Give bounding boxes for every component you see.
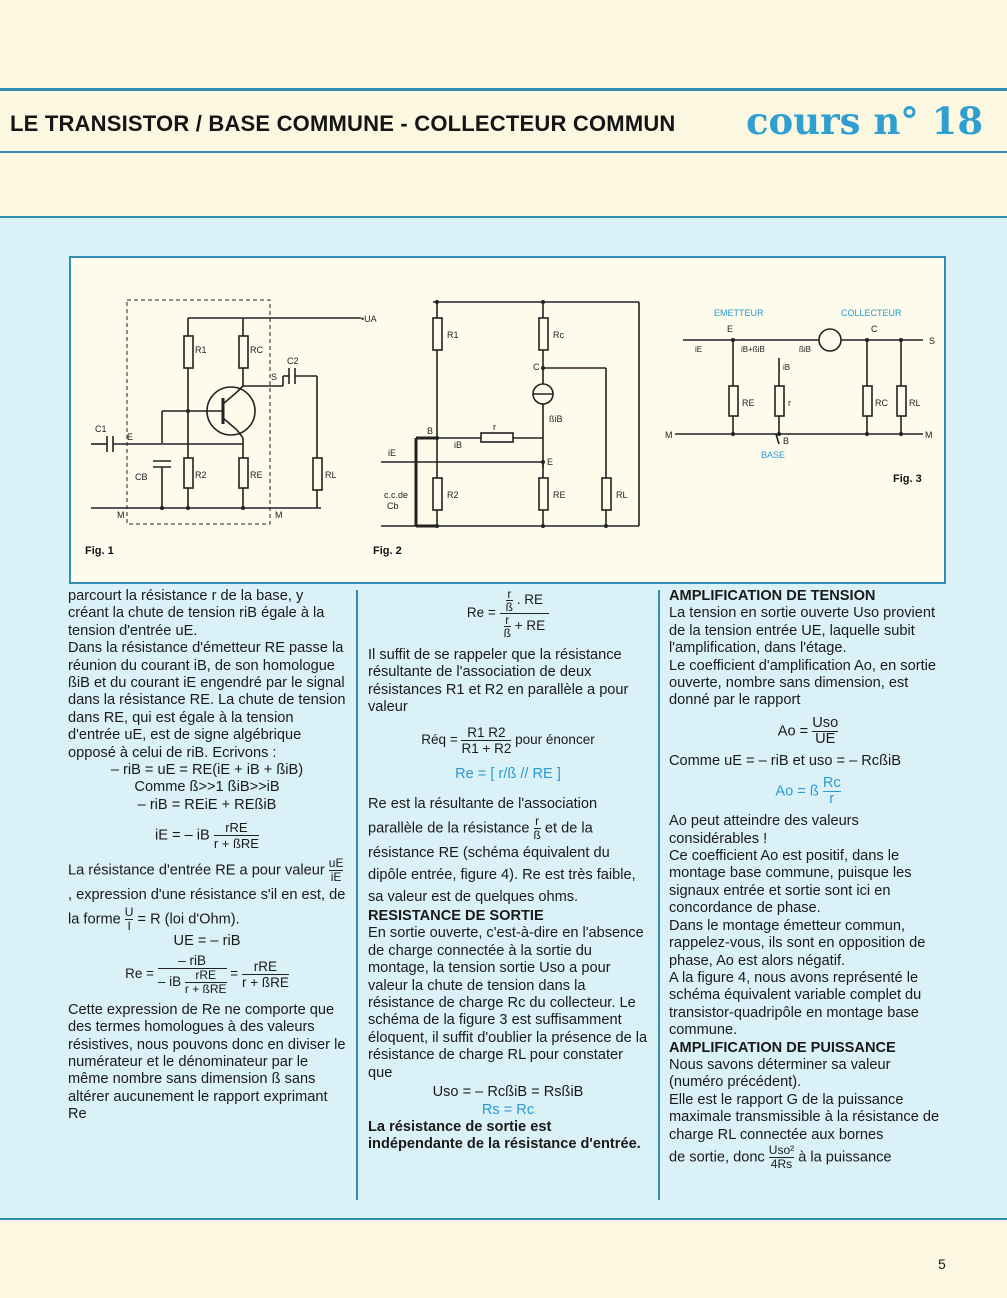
fig1-ua-label: •UA bbox=[361, 314, 377, 324]
fig3-rc-label: RC bbox=[875, 398, 888, 408]
fig3-collecteur-label: COLLECTEUR bbox=[841, 308, 902, 318]
fraction-numerator: R1 R2 bbox=[461, 725, 511, 741]
fig3-ib-label: iB bbox=[783, 363, 791, 372]
fraction-numerator: Uso² bbox=[768, 1142, 795, 1157]
equation-highlight: Rs = Rc bbox=[481, 1101, 535, 1118]
equation-lhs: Ao = ß bbox=[775, 783, 819, 800]
fig2-rl-label: RL bbox=[616, 490, 628, 500]
page-header bbox=[0, 88, 1007, 153]
fig1-e-label: E bbox=[127, 432, 134, 442]
fig3-c-label: C bbox=[871, 324, 878, 334]
column-rule-1 bbox=[356, 590, 358, 1200]
fig3-emetteur-label: EMETTEUR bbox=[714, 308, 764, 318]
fig2-cb-label: Cb bbox=[387, 501, 399, 511]
figures-panel bbox=[69, 256, 946, 584]
fig2-ie-label: iE bbox=[388, 448, 397, 458]
equation-lhs: Réq = bbox=[421, 731, 458, 747]
equation-lhs: Re = bbox=[125, 965, 155, 981]
paragraph: parcourt la résistance r de la base, y créant la chute de tension riB égale à la tension d'entrée uE. bbox=[68, 588, 325, 639]
fig1-s-label: S bbox=[271, 372, 278, 382]
equation-req bbox=[368, 725, 648, 756]
fraction-denominator: I bbox=[127, 919, 131, 934]
paragraph: et de la résistance RE (schéma équivalent du dipôle entrée, figure 4). Re est très faible, sa valeur est de quelques ohms. bbox=[368, 820, 636, 906]
fraction-denominator: iE bbox=[330, 870, 342, 885]
equation-re bbox=[68, 953, 346, 996]
fraction-denominator: R1 + R2 bbox=[461, 740, 512, 756]
fig2-r2-label: R2 bbox=[447, 490, 459, 500]
fraction-denominator: ß bbox=[505, 600, 513, 614]
fig3-r-label: r bbox=[788, 398, 791, 408]
paragraph: Nous savons déterminer sa valeur (numéro précédent). bbox=[669, 1056, 891, 1091]
fig1-r1-label: R1 bbox=[195, 345, 207, 355]
equation: UE = – riB bbox=[173, 933, 241, 950]
fig1-rc-label: RC bbox=[250, 345, 263, 355]
paragraph: à la puissance bbox=[798, 1149, 892, 1166]
fraction-denominator: ß bbox=[503, 626, 511, 640]
fig2-bib-label: ßiB bbox=[549, 414, 563, 424]
paragraph: de sortie, donc bbox=[669, 1149, 765, 1166]
fig3-ie-label: iE bbox=[695, 345, 703, 354]
paragraph: Ao peut atteindre des valeurs considérables ! bbox=[669, 813, 859, 847]
equation-fraction bbox=[68, 820, 346, 851]
fraction-numerator: rRE bbox=[214, 820, 259, 836]
paragraph: Re est la résultante de l'association parallèle de la résistance bbox=[368, 796, 598, 837]
equation-lhs: Ao = bbox=[777, 723, 809, 740]
paragraph: Dans la résistance d'émetteur RE passe la réunion du courant iB, de son homologue ßiB et du courant iE engendré par le signal dans la résistance RE. La chute de tension dans RE, qui est égale à la tension d'entrée uE, est de signe algébrique opposé à celui de riB. Ecrivons : bbox=[68, 640, 346, 761]
text-column-3 bbox=[669, 588, 947, 1171]
fraction-numerator: r bbox=[507, 587, 512, 601]
fig2-c-label: C bbox=[533, 362, 540, 372]
paragraph: Ce coefficient Ao est positif, dans le montage base commune, puisque les signaux entrée et sortie sont ici en concordance de phase. bbox=[669, 848, 912, 917]
fig1-rl-label: RL bbox=[325, 470, 337, 480]
fraction-numerator: r bbox=[505, 613, 510, 627]
section-heading: AMPLIFICATION DE TENSION bbox=[669, 588, 876, 604]
paragraph: Comme uE = – riB et uso = – RcßiB bbox=[669, 752, 901, 769]
fraction-numerator: uE bbox=[328, 856, 344, 871]
paragraph: = R (loi d'Ohm). bbox=[137, 911, 240, 928]
equation: Comme ß>>1 ßiB>>iB bbox=[134, 779, 280, 796]
equation-tail: pour énoncer bbox=[515, 731, 595, 747]
paragraph: Le coefficient d'amplification Ao, en sortie ouverte, nombre sans dimension, est donné par le rapport bbox=[669, 657, 936, 709]
fraction-numerator: rRE bbox=[185, 969, 227, 983]
equation-re-beta bbox=[368, 588, 648, 639]
fig2-rc-label: Rc bbox=[553, 330, 564, 340]
figures-svg bbox=[71, 258, 944, 582]
fig3-m-left: M bbox=[665, 430, 673, 440]
fraction-numerator: – riB bbox=[158, 953, 227, 969]
fraction-denominator: r + ßRE bbox=[213, 836, 259, 852]
bold-conclusion: La résistance de sortie est indépendante de la résistance d'entrée. bbox=[368, 1118, 641, 1153]
equation-ao bbox=[669, 716, 947, 747]
fraction-numerator: r bbox=[535, 814, 540, 829]
fig1-cb-label: CB bbox=[135, 472, 148, 482]
paragraph: Cette expression de Re ne comporte que des termes homologues à des valeurs résistives, nous pouvons donc en diviser le numérateur et le dénominateur par le même nombre sans dimension ß sans altérer aucunement le rapport exprimant Re bbox=[68, 1001, 346, 1123]
equation: Uso = – RcßiB = RsßiB bbox=[432, 1084, 584, 1101]
fraction-denominator: r bbox=[829, 791, 835, 808]
paragraph: La tension en sortie ouverte Uso provient de la tension entrée UE, laquelle subit l'amplification, dans l'étage. bbox=[669, 605, 936, 657]
equation-ao-highlight bbox=[669, 776, 947, 807]
fraction-denominator: r + ßRE bbox=[184, 981, 227, 996]
fraction-denominator: UE bbox=[815, 730, 836, 747]
fraction-numerator: Rc bbox=[822, 775, 841, 792]
fig3-rl-label: RL bbox=[909, 398, 921, 408]
text-column-2 bbox=[368, 588, 648, 1154]
fraction-tail: . RE bbox=[516, 592, 544, 608]
fraction-denominator: 4Rs bbox=[770, 1156, 793, 1171]
fig2-b-label: B bbox=[427, 426, 434, 436]
fraction-denominator: r + ßRE bbox=[241, 974, 289, 990]
course-number: cours n° 18 bbox=[746, 99, 984, 143]
equation-lhs: Re = bbox=[466, 605, 496, 621]
equals-sign: = bbox=[230, 965, 239, 981]
fig3-base-label: BASE bbox=[761, 450, 786, 460]
paragraph: Dans le montage émetteur commun, rappelez-vous, ils sont en opposition de phase, Ao est alors négatif. bbox=[669, 917, 926, 969]
section-heading: RESISTANCE DE SORTIE bbox=[368, 908, 544, 925]
equation: – riB = uE = RE(iE + iB + ßiB) bbox=[110, 762, 304, 779]
fig1-m-left: M bbox=[117, 510, 125, 520]
fraction-numerator: rRE bbox=[242, 959, 289, 975]
paragraph: A la figure 4, nous avons représenté le schéma équivalent variable complet du transistor-quadripôle en montage base commune. bbox=[669, 969, 922, 1039]
fig2-ccde-label: c.c.de bbox=[384, 490, 409, 500]
top-margin bbox=[0, 0, 1007, 88]
fig2-r1-label: R1 bbox=[447, 330, 459, 340]
paragraph: , expression d'une résistance s'il en est, de la forme bbox=[68, 887, 346, 928]
fig1-caption: Fig. 1 bbox=[85, 545, 114, 557]
page-title: LE TRANSISTOR / BASE COMMUNE - COLLECTEUR COMMUN bbox=[10, 111, 676, 136]
paragraph: En sortie ouverte, c'est-à-dire en l'absence de charge connectée à la sortie du montage, la tension sortie Uso a pour valeur la chute de tension dans la résistance de charge Rc du collecteur. Le schéma de la figure 3 est suffisamment éloquent, il suffit d'oublier la présence de la résistance de charge RL pour constater que bbox=[368, 925, 648, 1081]
fig1-r2-label: R2 bbox=[195, 470, 207, 480]
fig3-caption: Fig. 3 bbox=[893, 473, 922, 485]
equation-lhs: iE = – iB bbox=[155, 827, 210, 844]
fig3-re-label: RE bbox=[742, 398, 755, 408]
fig1-c1-label: C1 bbox=[95, 424, 107, 434]
fraction-prefix: – iB bbox=[157, 973, 182, 989]
fig1-c2-label: C2 bbox=[287, 356, 299, 366]
equation-highlight: Re = [ r/ß // RE ] bbox=[455, 765, 561, 782]
fig2-re-label: RE bbox=[553, 490, 566, 500]
fig3-e-label: E bbox=[727, 324, 734, 334]
fraction-numerator: Uso bbox=[812, 714, 839, 731]
equation: – riB = REiE + REßiB bbox=[137, 796, 277, 813]
fig1-re-label: RE bbox=[250, 470, 263, 480]
fig3-b-label: B bbox=[783, 436, 790, 446]
fig1-m-right: M bbox=[275, 510, 283, 520]
paragraph: Il suffit de se rappeler que la résistance résultante de l'association de deux résistances R1 et R2 en parallèle a pour valeur bbox=[368, 647, 629, 716]
fig3-ibbib-label: iB+ßiB bbox=[741, 345, 765, 354]
fig2-ib-label: iB bbox=[454, 440, 463, 450]
fig3-bib-label: ßiB bbox=[799, 345, 811, 354]
section-heading: AMPLIFICATION DE PUISSANCE bbox=[669, 1039, 896, 1056]
paragraph: Elle est le rapport G de la puissance maximale transmissible à la résistance de charge RL connectée aux bornes bbox=[669, 1091, 940, 1143]
fraction-denominator: ß bbox=[533, 828, 541, 843]
paragraph: La résistance d'entrée RE a pour valeur bbox=[68, 862, 325, 879]
column-rule-2 bbox=[658, 590, 660, 1200]
fraction-numerator: U bbox=[124, 905, 134, 920]
fig2-e-label: E bbox=[547, 457, 554, 467]
fraction-tail: + RE bbox=[514, 618, 546, 634]
fig3-s-label: S bbox=[929, 336, 936, 346]
fig3-m-right: M bbox=[925, 430, 933, 440]
text-column-1 bbox=[68, 588, 346, 1124]
page-number: 5 bbox=[938, 1256, 946, 1272]
fig2-r-label: r bbox=[493, 422, 496, 432]
fig2-caption: Fig. 2 bbox=[373, 545, 402, 557]
